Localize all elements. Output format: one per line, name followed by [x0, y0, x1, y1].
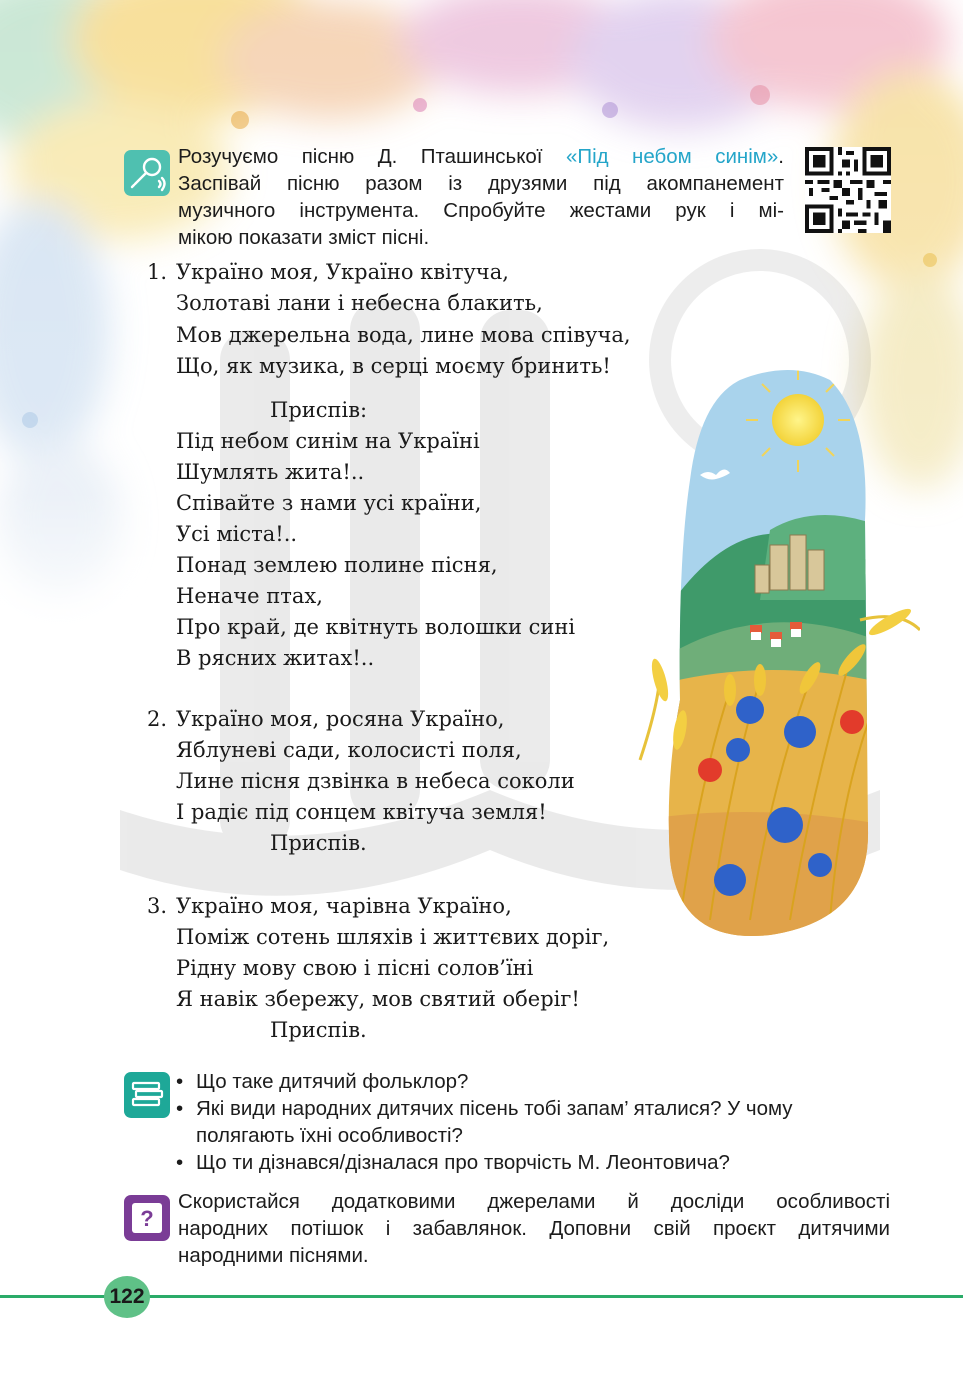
verse-line: Рідну мову свою і пісні солов’їні [176, 956, 534, 980]
verse-line: Я навік збережу, мов святий оберіг! [176, 987, 580, 1011]
chorus-line: Під небом синім на Україні [176, 429, 480, 453]
question-text: Які види народних дитячих пісень тобі запам’ яталися? У чому полягають їхні особливості? [196, 1097, 793, 1147]
chorus-line: Про край, де квітнуть волошки сині [176, 615, 576, 639]
chorus-reference: Приспів. [270, 831, 367, 855]
task-sing-line-4: мікою показати зміст пісні. [178, 226, 430, 249]
bullet: • [176, 1097, 184, 1120]
task-research-text [178, 1188, 890, 1269]
chorus-title: Приспів: [270, 398, 368, 422]
ukraine-landscape-illustration [620, 360, 920, 960]
verse-line: Що, як музика, в серці моєму бринить! [176, 354, 611, 378]
verse-line: Золотаві лани і небесна блакить, [176, 291, 543, 315]
verse-number: 3. [147, 894, 168, 918]
verse-line: Мов джерельна вода, лине мова співуча, [176, 323, 631, 347]
page-number: 122 [104, 1276, 150, 1318]
verse-number: 2. [147, 707, 168, 731]
verse-line: Україно моя, росяна Україно, [176, 707, 505, 731]
books-icon [124, 1072, 170, 1118]
chorus-line: В рясних житах!.. [176, 646, 375, 670]
task-sing-text [178, 143, 784, 251]
bullet: • [176, 1070, 184, 1093]
task-sing-line-3: музичного інструмента. Спробуйте жестами рук і мі- [178, 199, 784, 222]
microphone-icon [124, 150, 170, 196]
chorus-line: Шумлять жита!.. [176, 460, 365, 484]
verse-line: Поміж сотень шляхів і життєвих доріг, [176, 925, 610, 949]
question-mark-glyph: ? [140, 1206, 154, 1231]
verse-line: Україно моя, чарівна Україно, [176, 894, 512, 918]
verse-line: І радіє під сонцем квітуча земля! [176, 800, 547, 824]
task-sing-intro: Розучуємо пісню Д. Пташинської [178, 145, 566, 168]
task-research-line-2: народних потішок і забавлянок. Доповни свій проєкт дитячими [178, 1217, 890, 1240]
verse-line: Яблуневі сади, колосисті поля, [176, 738, 522, 762]
chorus-line: Усі міста!.. [176, 522, 298, 546]
task-research-line-3: народними піснями. [178, 1244, 369, 1267]
verse-line: Україно моя, Україно квітуча, [176, 260, 509, 284]
verse-line: Лине пісня дзвінка в небеса соколи [176, 769, 575, 793]
task-sing-line-2: Заспівай пісню разом із друзями під акомпанемент [178, 172, 784, 195]
verse-number: 1. [147, 260, 168, 284]
chorus-line: Співайте з нами усі країни, [176, 491, 482, 515]
song-title-link[interactable]: «Під небом синім» [565, 145, 779, 168]
bullet: • [176, 1151, 184, 1174]
question-item [176, 1095, 896, 1149]
review-questions [176, 1068, 896, 1176]
chorus-line: Понад землею полине пісня, [176, 553, 498, 577]
question-text: Що таке дитячий фольклор? [196, 1070, 469, 1093]
question-mark-icon [124, 1195, 170, 1241]
task-research-line-1: Скористайся додатковими джерелами й досліди особливості [178, 1190, 890, 1213]
qr-code-icon[interactable] [805, 147, 891, 233]
chorus-line: Неначе птах, [176, 584, 323, 608]
task-sing-period: . [778, 145, 784, 168]
question-item [176, 1068, 896, 1095]
chorus-reference: Приспів. [270, 1018, 367, 1042]
question-item [176, 1149, 896, 1176]
question-text: Що ти дізнався/дізналася про творчість М. Леонтовича? [196, 1151, 730, 1174]
